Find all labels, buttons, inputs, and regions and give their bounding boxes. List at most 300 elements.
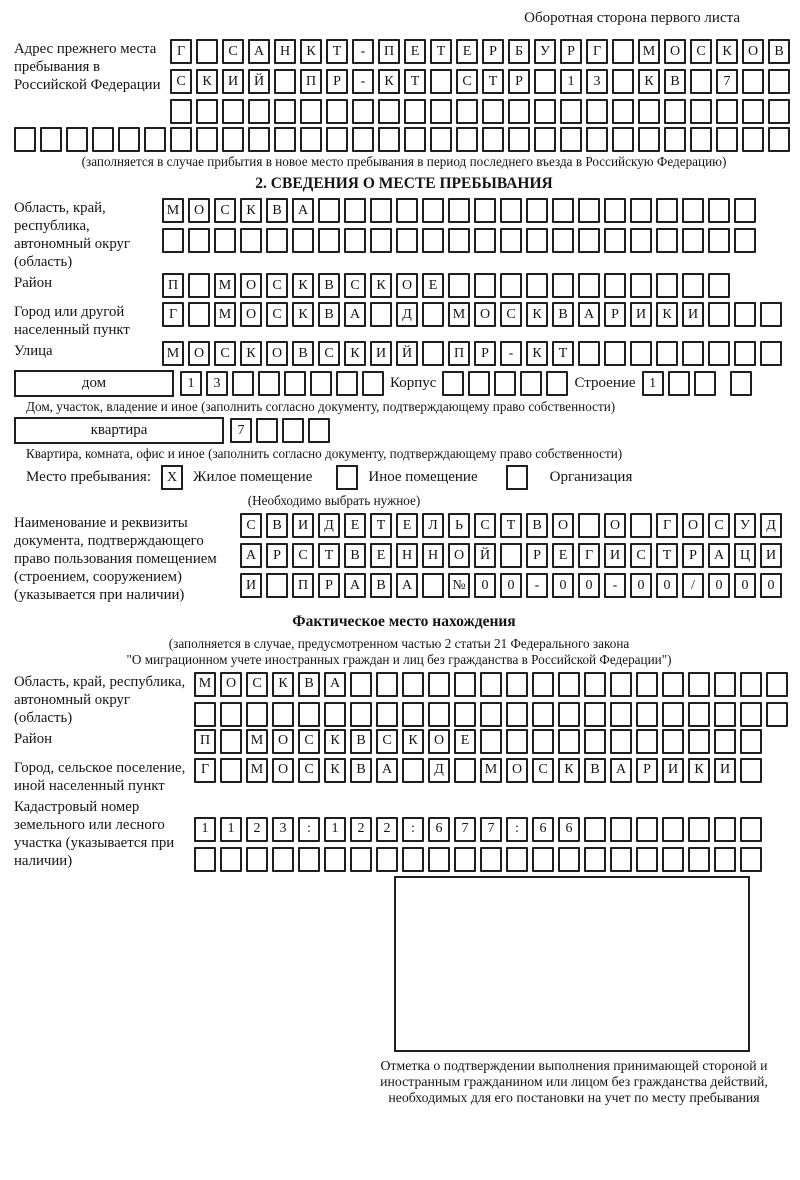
char-cell[interactable] bbox=[246, 702, 268, 727]
char-cell[interactable] bbox=[246, 847, 268, 872]
char-cell[interactable]: К bbox=[402, 729, 424, 754]
char-cell[interactable]: О bbox=[266, 341, 288, 366]
char-cell[interactable]: 1 bbox=[220, 817, 242, 842]
char-cell[interactable] bbox=[480, 702, 502, 727]
char-cell[interactable] bbox=[272, 702, 294, 727]
char-cell[interactable]: М bbox=[480, 758, 502, 783]
char-cell[interactable] bbox=[310, 371, 332, 396]
char-cell[interactable] bbox=[220, 847, 242, 872]
char-cell[interactable] bbox=[272, 847, 294, 872]
char-cell[interactable]: С bbox=[532, 758, 554, 783]
char-cell[interactable]: М bbox=[194, 672, 216, 697]
char-cell[interactable] bbox=[326, 99, 348, 124]
char-cell[interactable]: Р bbox=[474, 341, 496, 366]
char-cell[interactable] bbox=[378, 99, 400, 124]
char-cell[interactable]: Н bbox=[396, 543, 418, 568]
char-cell[interactable] bbox=[474, 228, 496, 253]
char-cell[interactable] bbox=[482, 127, 504, 152]
char-cell[interactable]: Г bbox=[170, 39, 192, 64]
char-cell[interactable] bbox=[402, 672, 424, 697]
char-cell[interactable]: Р bbox=[326, 69, 348, 94]
char-cell[interactable] bbox=[558, 729, 580, 754]
char-cell[interactable]: 3 bbox=[206, 371, 228, 396]
char-cell[interactable]: В bbox=[768, 39, 790, 64]
char-cell[interactable]: 1 bbox=[194, 817, 216, 842]
char-cell[interactable] bbox=[682, 273, 704, 298]
char-cell[interactable]: С bbox=[298, 758, 320, 783]
char-cell[interactable]: Д bbox=[428, 758, 450, 783]
char-cell[interactable]: С bbox=[246, 672, 268, 697]
char-cell[interactable]: 0 bbox=[578, 573, 600, 598]
char-cell[interactable] bbox=[266, 573, 288, 598]
char-cell[interactable]: - bbox=[500, 341, 522, 366]
char-cell[interactable]: Е bbox=[422, 273, 444, 298]
char-cell[interactable] bbox=[188, 302, 210, 327]
char-cell[interactable]: В bbox=[552, 302, 574, 327]
char-cell[interactable]: Т bbox=[370, 513, 392, 538]
char-cell[interactable]: О bbox=[188, 341, 210, 366]
char-cell[interactable] bbox=[448, 228, 470, 253]
char-cell[interactable]: Р bbox=[508, 69, 530, 94]
char-cell[interactable] bbox=[480, 672, 502, 697]
char-cell[interactable] bbox=[428, 847, 450, 872]
char-cell[interactable] bbox=[734, 198, 756, 223]
char-cell[interactable]: А bbox=[610, 758, 632, 783]
char-cell[interactable] bbox=[714, 729, 736, 754]
char-cell[interactable] bbox=[428, 702, 450, 727]
char-cell[interactable] bbox=[610, 672, 632, 697]
char-cell[interactable] bbox=[500, 273, 522, 298]
char-cell[interactable] bbox=[532, 847, 554, 872]
char-cell[interactable]: Й bbox=[396, 341, 418, 366]
char-cell[interactable]: М bbox=[246, 758, 268, 783]
char-cell[interactable] bbox=[656, 273, 678, 298]
char-cell[interactable]: 1 bbox=[324, 817, 346, 842]
char-cell[interactable]: В bbox=[266, 513, 288, 538]
char-cell[interactable] bbox=[144, 127, 166, 152]
char-cell[interactable] bbox=[664, 99, 686, 124]
char-cell[interactable] bbox=[740, 758, 762, 783]
char-cell[interactable]: О bbox=[506, 758, 528, 783]
char-cell[interactable]: Г bbox=[162, 302, 184, 327]
char-cell[interactable] bbox=[274, 99, 296, 124]
char-cell[interactable]: М bbox=[638, 39, 660, 64]
char-cell[interactable]: К bbox=[292, 302, 314, 327]
char-cell[interactable] bbox=[656, 341, 678, 366]
char-cell[interactable]: М bbox=[162, 198, 184, 223]
char-cell[interactable] bbox=[560, 99, 582, 124]
char-cell[interactable] bbox=[708, 341, 730, 366]
char-cell[interactable] bbox=[508, 99, 530, 124]
char-cell[interactable]: 0 bbox=[656, 573, 678, 598]
char-cell[interactable]: № bbox=[448, 573, 470, 598]
char-cell[interactable] bbox=[730, 371, 752, 396]
char-cell[interactable]: К bbox=[292, 273, 314, 298]
char-cell[interactable]: О bbox=[604, 513, 626, 538]
char-cell[interactable]: М bbox=[246, 729, 268, 754]
char-cell[interactable] bbox=[318, 228, 340, 253]
char-cell[interactable] bbox=[214, 228, 236, 253]
char-cell[interactable] bbox=[422, 341, 444, 366]
char-cell[interactable] bbox=[480, 729, 502, 754]
char-cell[interactable]: О bbox=[272, 758, 294, 783]
char-cell[interactable] bbox=[630, 273, 652, 298]
char-cell[interactable] bbox=[422, 302, 444, 327]
char-cell[interactable]: О bbox=[552, 513, 574, 538]
char-cell[interactable] bbox=[708, 273, 730, 298]
char-cell[interactable] bbox=[248, 127, 270, 152]
char-cell[interactable]: 0 bbox=[552, 573, 574, 598]
char-cell[interactable]: Д bbox=[318, 513, 340, 538]
char-cell[interactable] bbox=[558, 847, 580, 872]
char-cell[interactable]: Н bbox=[422, 543, 444, 568]
char-cell[interactable]: У bbox=[534, 39, 556, 64]
char-cell[interactable] bbox=[454, 672, 476, 697]
char-cell[interactable] bbox=[162, 228, 184, 253]
char-cell[interactable] bbox=[482, 99, 504, 124]
char-cell[interactable] bbox=[656, 198, 678, 223]
char-cell[interactable] bbox=[292, 228, 314, 253]
char-cell[interactable]: И bbox=[604, 543, 626, 568]
char-cell[interactable] bbox=[194, 847, 216, 872]
char-cell[interactable] bbox=[370, 198, 392, 223]
char-cell[interactable] bbox=[708, 228, 730, 253]
char-cell[interactable]: Т bbox=[326, 39, 348, 64]
char-cell[interactable]: Н bbox=[274, 39, 296, 64]
char-cell[interactable] bbox=[256, 418, 278, 443]
char-cell[interactable]: М bbox=[214, 273, 236, 298]
char-cell[interactable]: И bbox=[662, 758, 684, 783]
char-cell[interactable] bbox=[422, 573, 444, 598]
char-cell[interactable]: Р bbox=[482, 39, 504, 64]
char-cell[interactable] bbox=[630, 341, 652, 366]
char-cell[interactable]: А bbox=[578, 302, 600, 327]
char-cell[interactable] bbox=[376, 702, 398, 727]
char-cell[interactable] bbox=[362, 371, 384, 396]
char-cell[interactable] bbox=[630, 228, 652, 253]
char-cell[interactable] bbox=[708, 198, 730, 223]
char-cell[interactable]: В bbox=[318, 302, 340, 327]
char-cell[interactable] bbox=[664, 127, 686, 152]
char-cell[interactable] bbox=[612, 39, 634, 64]
char-cell[interactable]: В bbox=[344, 543, 366, 568]
char-cell[interactable] bbox=[352, 99, 374, 124]
char-cell[interactable] bbox=[584, 817, 606, 842]
char-cell[interactable]: Е bbox=[404, 39, 426, 64]
char-cell[interactable]: И bbox=[292, 513, 314, 538]
char-cell[interactable] bbox=[402, 702, 424, 727]
char-cell[interactable]: : bbox=[298, 817, 320, 842]
char-cell[interactable]: 3 bbox=[586, 69, 608, 94]
char-cell[interactable] bbox=[578, 228, 600, 253]
char-cell[interactable]: К bbox=[370, 273, 392, 298]
char-cell[interactable]: К bbox=[526, 341, 548, 366]
char-cell[interactable] bbox=[376, 847, 398, 872]
char-cell[interactable] bbox=[220, 729, 242, 754]
char-cell[interactable] bbox=[194, 702, 216, 727]
char-cell[interactable] bbox=[734, 341, 756, 366]
char-cell[interactable]: А bbox=[376, 758, 398, 783]
char-cell[interactable] bbox=[534, 99, 556, 124]
char-cell[interactable] bbox=[636, 672, 658, 697]
char-cell[interactable] bbox=[584, 729, 606, 754]
char-cell[interactable] bbox=[456, 99, 478, 124]
char-cell[interactable]: 2 bbox=[376, 817, 398, 842]
char-cell[interactable] bbox=[584, 672, 606, 697]
char-cell[interactable]: К bbox=[716, 39, 738, 64]
char-cell[interactable] bbox=[298, 847, 320, 872]
char-cell[interactable]: 6 bbox=[558, 817, 580, 842]
char-cell[interactable] bbox=[378, 127, 400, 152]
char-cell[interactable] bbox=[694, 371, 716, 396]
char-cell[interactable]: С bbox=[456, 69, 478, 94]
char-cell[interactable]: К bbox=[344, 341, 366, 366]
char-cell[interactable] bbox=[610, 702, 632, 727]
char-cell[interactable] bbox=[526, 228, 548, 253]
char-cell[interactable] bbox=[454, 758, 476, 783]
char-cell[interactable]: М bbox=[162, 341, 184, 366]
char-cell[interactable]: Г bbox=[194, 758, 216, 783]
char-cell[interactable]: Т bbox=[430, 39, 452, 64]
char-cell[interactable]: В bbox=[526, 513, 548, 538]
char-cell[interactable]: 0 bbox=[630, 573, 652, 598]
char-cell[interactable]: 7 bbox=[454, 817, 476, 842]
char-cell[interactable] bbox=[324, 847, 346, 872]
char-cell[interactable] bbox=[396, 228, 418, 253]
char-cell[interactable] bbox=[308, 418, 330, 443]
char-cell[interactable] bbox=[714, 817, 736, 842]
char-cell[interactable] bbox=[610, 729, 632, 754]
char-cell[interactable] bbox=[526, 198, 548, 223]
char-cell[interactable]: С bbox=[170, 69, 192, 94]
char-cell[interactable] bbox=[612, 99, 634, 124]
char-cell[interactable] bbox=[636, 817, 658, 842]
char-cell[interactable] bbox=[232, 371, 254, 396]
char-cell[interactable] bbox=[662, 702, 684, 727]
char-cell[interactable]: В bbox=[664, 69, 686, 94]
char-cell[interactable]: Т bbox=[482, 69, 504, 94]
char-cell[interactable]: О bbox=[396, 273, 418, 298]
char-cell[interactable]: С bbox=[344, 273, 366, 298]
char-cell[interactable]: 6 bbox=[428, 817, 450, 842]
char-cell[interactable]: В bbox=[292, 341, 314, 366]
char-cell[interactable] bbox=[248, 99, 270, 124]
char-cell[interactable]: Р bbox=[636, 758, 658, 783]
char-cell[interactable]: 1 bbox=[642, 371, 664, 396]
char-cell[interactable] bbox=[534, 69, 556, 94]
char-cell[interactable] bbox=[584, 847, 606, 872]
char-cell[interactable]: О bbox=[682, 513, 704, 538]
char-cell[interactable] bbox=[636, 729, 658, 754]
char-cell[interactable]: 2 bbox=[246, 817, 268, 842]
char-cell[interactable]: Л bbox=[422, 513, 444, 538]
char-cell[interactable]: П bbox=[292, 573, 314, 598]
char-cell[interactable] bbox=[612, 69, 634, 94]
char-cell[interactable] bbox=[350, 672, 372, 697]
char-cell[interactable] bbox=[586, 127, 608, 152]
char-cell[interactable] bbox=[586, 99, 608, 124]
char-cell[interactable]: К bbox=[324, 729, 346, 754]
char-cell[interactable] bbox=[430, 69, 452, 94]
char-cell[interactable]: Т bbox=[318, 543, 340, 568]
char-cell[interactable] bbox=[442, 371, 464, 396]
char-cell[interactable]: В bbox=[350, 758, 372, 783]
char-cell[interactable]: Р bbox=[526, 543, 548, 568]
char-cell[interactable]: В bbox=[266, 198, 288, 223]
char-cell[interactable]: И bbox=[760, 543, 782, 568]
char-cell[interactable]: К bbox=[240, 341, 262, 366]
char-cell[interactable] bbox=[430, 127, 452, 152]
char-cell[interactable] bbox=[546, 371, 568, 396]
char-cell[interactable] bbox=[222, 127, 244, 152]
char-cell[interactable] bbox=[430, 99, 452, 124]
char-cell[interactable] bbox=[740, 672, 762, 697]
char-cell[interactable]: С bbox=[690, 39, 712, 64]
char-cell[interactable]: 1 bbox=[560, 69, 582, 94]
char-cell[interactable] bbox=[716, 127, 738, 152]
char-cell[interactable] bbox=[274, 127, 296, 152]
char-cell[interactable]: И bbox=[682, 302, 704, 327]
char-cell[interactable] bbox=[370, 302, 392, 327]
char-cell[interactable]: Р bbox=[266, 543, 288, 568]
char-cell[interactable] bbox=[668, 371, 690, 396]
char-cell[interactable]: А bbox=[240, 543, 262, 568]
char-cell[interactable]: - bbox=[604, 573, 626, 598]
char-cell[interactable]: Б bbox=[508, 39, 530, 64]
char-cell[interactable] bbox=[558, 672, 580, 697]
char-cell[interactable] bbox=[604, 341, 626, 366]
char-cell[interactable] bbox=[760, 341, 782, 366]
char-cell[interactable]: А bbox=[292, 198, 314, 223]
char-cell[interactable]: К bbox=[638, 69, 660, 94]
char-cell[interactable] bbox=[532, 729, 554, 754]
char-cell[interactable] bbox=[196, 99, 218, 124]
char-cell[interactable] bbox=[682, 198, 704, 223]
char-cell[interactable] bbox=[534, 127, 556, 152]
char-cell[interactable] bbox=[480, 847, 502, 872]
char-cell[interactable] bbox=[742, 69, 764, 94]
char-cell[interactable] bbox=[688, 672, 710, 697]
char-cell[interactable] bbox=[610, 847, 632, 872]
char-cell[interactable] bbox=[92, 127, 114, 152]
char-cell[interactable] bbox=[662, 729, 684, 754]
char-cell[interactable] bbox=[240, 228, 262, 253]
char-cell[interactable]: Е bbox=[456, 39, 478, 64]
char-cell[interactable] bbox=[222, 99, 244, 124]
char-cell[interactable] bbox=[558, 702, 580, 727]
char-cell[interactable] bbox=[610, 817, 632, 842]
char-cell[interactable]: С bbox=[298, 729, 320, 754]
char-cell[interactable]: С bbox=[214, 341, 236, 366]
char-cell[interactable]: Р bbox=[682, 543, 704, 568]
char-cell[interactable] bbox=[396, 198, 418, 223]
char-cell[interactable]: К bbox=[558, 758, 580, 783]
char-cell[interactable] bbox=[656, 228, 678, 253]
char-cell[interactable]: О bbox=[742, 39, 764, 64]
char-cell[interactable] bbox=[766, 702, 788, 727]
char-cell[interactable]: С bbox=[500, 302, 522, 327]
char-cell[interactable] bbox=[448, 273, 470, 298]
char-cell[interactable] bbox=[688, 817, 710, 842]
char-cell[interactable] bbox=[768, 127, 790, 152]
char-cell[interactable]: Д bbox=[396, 302, 418, 327]
char-cell[interactable] bbox=[500, 228, 522, 253]
char-cell[interactable]: 1 bbox=[180, 371, 202, 396]
char-cell[interactable] bbox=[604, 228, 626, 253]
char-cell[interactable] bbox=[714, 672, 736, 697]
char-cell[interactable]: / bbox=[682, 573, 704, 598]
char-cell[interactable]: И bbox=[370, 341, 392, 366]
char-cell[interactable]: К bbox=[656, 302, 678, 327]
char-cell[interactable] bbox=[188, 273, 210, 298]
char-cell[interactable] bbox=[690, 127, 712, 152]
char-cell[interactable]: А bbox=[396, 573, 418, 598]
char-cell[interactable] bbox=[66, 127, 88, 152]
char-cell[interactable]: В bbox=[350, 729, 372, 754]
char-cell[interactable]: К bbox=[526, 302, 548, 327]
char-cell[interactable]: М bbox=[214, 302, 236, 327]
char-cell[interactable] bbox=[716, 99, 738, 124]
char-cell[interactable]: : bbox=[506, 817, 528, 842]
char-cell[interactable] bbox=[662, 847, 684, 872]
char-cell[interactable]: Д bbox=[760, 513, 782, 538]
char-cell[interactable] bbox=[690, 69, 712, 94]
char-cell[interactable] bbox=[274, 69, 296, 94]
char-cell[interactable]: Е bbox=[396, 513, 418, 538]
char-cell[interactable] bbox=[318, 198, 340, 223]
char-cell[interactable]: И bbox=[240, 573, 262, 598]
char-cell[interactable] bbox=[258, 371, 280, 396]
char-cell[interactable] bbox=[402, 847, 424, 872]
char-cell[interactable] bbox=[376, 672, 398, 697]
char-cell[interactable]: С bbox=[266, 273, 288, 298]
char-cell[interactable] bbox=[344, 228, 366, 253]
char-cell[interactable]: К bbox=[272, 672, 294, 697]
char-cell[interactable]: И bbox=[630, 302, 652, 327]
char-cell[interactable] bbox=[298, 702, 320, 727]
char-cell[interactable] bbox=[740, 817, 762, 842]
char-cell[interactable] bbox=[352, 127, 374, 152]
char-cell[interactable] bbox=[532, 672, 554, 697]
char-cell[interactable]: Р bbox=[604, 302, 626, 327]
checkbox-org[interactable] bbox=[506, 465, 528, 490]
char-cell[interactable]: А bbox=[324, 672, 346, 697]
char-cell[interactable] bbox=[708, 302, 730, 327]
char-cell[interactable]: - bbox=[526, 573, 548, 598]
char-cell[interactable] bbox=[604, 198, 626, 223]
char-cell[interactable]: 6 bbox=[532, 817, 554, 842]
char-cell[interactable] bbox=[40, 127, 62, 152]
char-cell[interactable] bbox=[196, 39, 218, 64]
char-cell[interactable] bbox=[220, 758, 242, 783]
char-cell[interactable]: А bbox=[344, 573, 366, 598]
char-cell[interactable] bbox=[578, 341, 600, 366]
char-cell[interactable] bbox=[662, 672, 684, 697]
char-cell[interactable] bbox=[468, 371, 490, 396]
char-cell[interactable] bbox=[526, 273, 548, 298]
char-cell[interactable] bbox=[402, 758, 424, 783]
char-cell[interactable] bbox=[578, 273, 600, 298]
char-cell[interactable] bbox=[552, 228, 574, 253]
char-cell[interactable]: К bbox=[324, 758, 346, 783]
char-cell[interactable] bbox=[584, 702, 606, 727]
char-cell[interactable] bbox=[500, 543, 522, 568]
char-cell[interactable]: Ц bbox=[734, 543, 756, 568]
char-cell[interactable]: - bbox=[352, 69, 374, 94]
char-cell[interactable]: И bbox=[714, 758, 736, 783]
char-cell[interactable] bbox=[560, 127, 582, 152]
char-cell[interactable]: А bbox=[344, 302, 366, 327]
